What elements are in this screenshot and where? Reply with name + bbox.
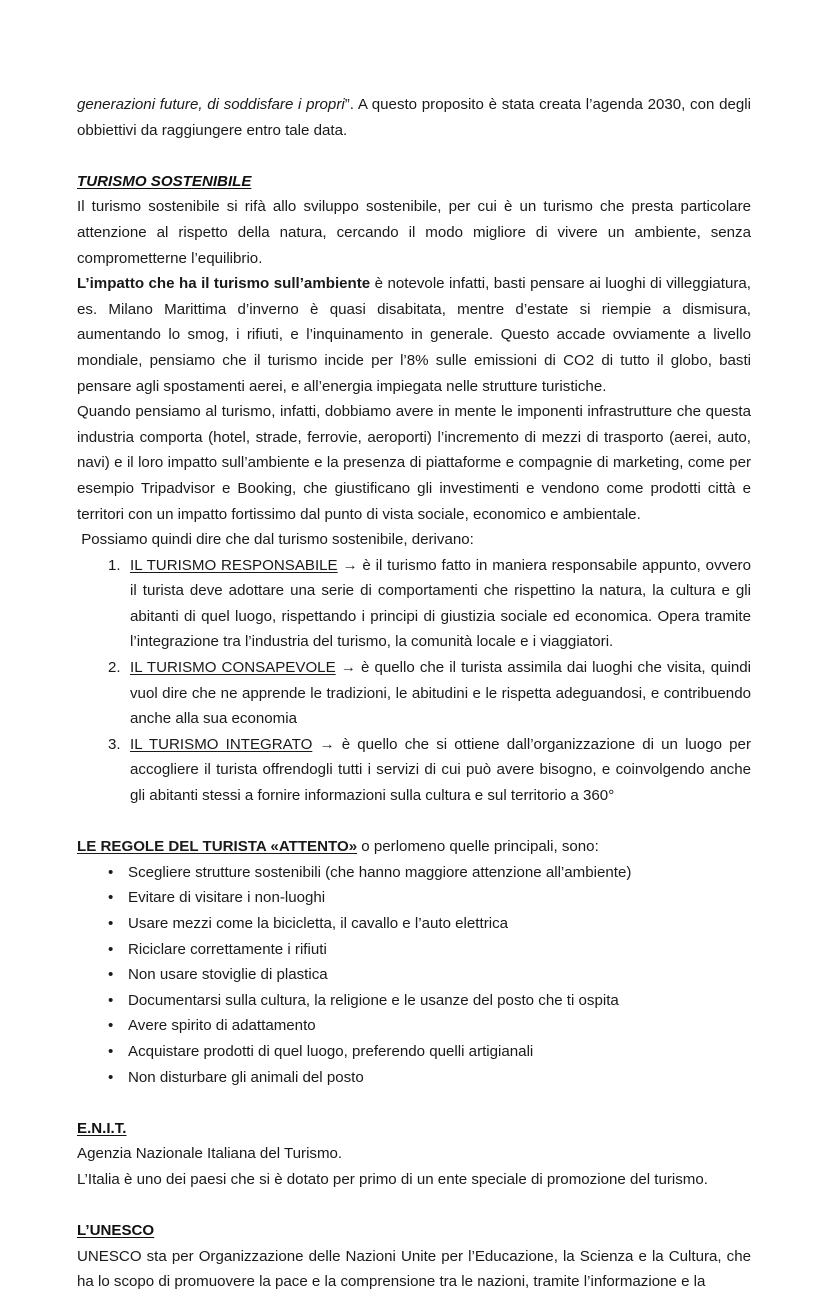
spacer xyxy=(77,809,751,835)
enit-line-2: L’Italia è uno dei paesi che si è dotato per primo di un ente speciale di promozione del turismo. xyxy=(77,1170,708,1188)
paragraph-infrastrutture: Quando pensiamo al turismo, infatti, dobbiamo avere in mente le imponenti infrastrutture che questa industria comporta (hotel, strade, ferrovie, aeroporti) l’incremento di mezzi di trasporto (aerei, auto, navi) e il loro impatto sull’ambiente e la presenza di piattaforme e compagnie di marketing, come per esempio Tripadvisor e Booking, che giustificano gli investimenti e vendono come prodotti città e territori con un impatto fortissimo dal punto di vista sociale, economico e ambientale. xyxy=(77,403,751,523)
list-text: è il turismo fatto in maniera responsabile appunto, ovvero il turista deve adottare una serie di comportamenti che rispettino la natura, la cultura e gli abitanti di quel luogo, rispettando i principi di giustizia sociale ed economica. Opera tramite l’integrazione tra l’industria del turismo, la comunità locale e i viaggiatori. xyxy=(130,556,751,651)
bullet-icon: • xyxy=(108,940,114,958)
list-marker: 2. xyxy=(108,659,121,677)
bullet-icon: • xyxy=(108,966,114,984)
spacer xyxy=(77,1193,751,1219)
bullet-text: Non usare stoviglie di plastica xyxy=(128,966,328,984)
list-text: è quello che si ottiene dall’organizzazione di un luogo per accogliere il turista offrendogli tutti i servizi di cui può avere bisogno, e coinvolgendo anche gli abitanti stessi a fornire informazioni sulla cultura e sul territorio a 360° xyxy=(130,735,751,805)
bullet-icon: • xyxy=(108,1017,114,1035)
bullet-icon: • xyxy=(108,915,114,932)
intro-paragraph xyxy=(77,92,751,143)
list-term: IL TURISMO INTEGRATO xyxy=(130,735,313,753)
list-item xyxy=(77,937,751,963)
heading-unesco: L’UNESCO xyxy=(77,1222,155,1240)
heading-regole-turista xyxy=(77,834,751,860)
bullet-icon: • xyxy=(108,863,114,881)
bullet-icon: • xyxy=(108,1042,114,1060)
bullet-text: Scegliere strutture sostenibili (che hanno maggiore attenzione all’ambiente) xyxy=(128,863,632,881)
arrow-icon: → xyxy=(342,556,358,574)
heading-enit: E.N.I.T. xyxy=(77,1119,127,1137)
intro-italic-lead: generazioni future, di soddisfare i propri xyxy=(77,96,345,113)
intro-rest: ”. A questo proposito è stata creata l’agenda 2030, con degli obbiettivi da raggiungere entro tale data. xyxy=(77,96,751,139)
bullet-text: Riciclare correttamente i rifiuti xyxy=(128,940,327,958)
list-item xyxy=(77,1039,751,1065)
regole-heading-text: LE REGOLE DEL TURISTA «ATTENTO» xyxy=(77,838,358,856)
bullet-text: Usare mezzi come la bicicletta, il cavallo e l’auto elettrica xyxy=(128,915,509,932)
arrow-icon: → xyxy=(319,735,335,753)
spacer xyxy=(77,1090,751,1116)
heading-turismo-sostenibile: TURISMO SOSTENIBILE xyxy=(77,172,252,190)
bullet-icon: • xyxy=(108,889,114,907)
spacer xyxy=(77,143,751,169)
paragraph-definizione: Il turismo sostenibile si rifà allo sviluppo sostenibile, per cui è un turismo che presta particolare attenzione al rispetto della natura, cercando il modo migliore di vivere un ambiente, senza comprometterne l’equilibrio. xyxy=(77,198,751,267)
list-term: IL TURISMO RESPONSABILE xyxy=(130,556,338,574)
arrow-icon: → xyxy=(340,659,356,677)
bullet-icon: • xyxy=(108,991,114,1009)
list-item xyxy=(77,860,751,886)
list-item xyxy=(77,732,751,809)
paragraph-impatto xyxy=(77,271,751,399)
list-item xyxy=(77,885,751,911)
impatto-bold-lead: L’impatto che ha il turismo sull’ambiente xyxy=(77,275,371,293)
list-item xyxy=(77,988,751,1014)
list-item xyxy=(77,962,751,988)
list-marker: 1. xyxy=(108,556,121,574)
paragraph-possiamo-quindi: Possiamo quindi dire che dal turismo sostenibile, derivano: xyxy=(77,531,474,549)
list-text: è quello che il turista assimila dai luoghi che visita, quindi vuol dire che ne apprende le tradizioni, le abitudini e le rispetta adeguandosi, e contribuendo anche alla sua economia xyxy=(130,659,751,728)
bullet-text: Non disturbare gli animali del posto xyxy=(128,1068,364,1086)
list-item xyxy=(77,911,751,937)
document-content xyxy=(77,92,751,1295)
bullet-icon: • xyxy=(108,1068,114,1086)
impatto-rest: è notevole infatti, basti pensare ai luoghi di villeggiatura, es. Milano Marittima d’inverno è quasi disabitata, mentre d’estate si riempie a dismisura, aumentando lo smog, i rifiuti, e l’inquinamento in generale. Questo accade ovviamente a livello mondiale, pensiamo che il turismo incide per l’8% sulle emissioni di CO2 di tutto il globo, basti pensare agli spostamenti aerei, e all’energia impiegata nelle strutture turistiche. xyxy=(77,275,751,395)
bullet-text: Evitare di visitare i non-luoghi xyxy=(128,889,326,907)
numbered-list xyxy=(77,553,751,809)
list-item xyxy=(77,655,751,732)
list-term: IL TURISMO CONSAPEVOLE xyxy=(130,659,336,677)
list-item xyxy=(77,1065,751,1091)
regole-heading-tail: o perlomeno quelle principali, sono: xyxy=(357,838,599,856)
list-item xyxy=(77,1013,751,1039)
bullet-text: Avere spirito di adattamento xyxy=(128,1017,316,1035)
rules-bullet-list xyxy=(77,860,751,1090)
enit-line-1: Agenzia Nazionale Italiana del Turismo. xyxy=(77,1145,343,1163)
list-marker: 3. xyxy=(108,735,121,753)
bullet-text: Acquistare prodotti di quel luogo, preferendo quelli artigianali xyxy=(128,1042,534,1060)
unesco-paragraph: UNESCO sta per Organizzazione delle Nazioni Unite per l’Educazione, la Scienza e la Cultura, che ha lo scopo di promuovere la pace e la comprensione tra le nazioni, tramite l’informazione e la xyxy=(77,1247,751,1291)
list-item xyxy=(77,553,751,655)
bullet-text: Documentarsi sulla cultura, la religione e le usanze del posto che ti ospita xyxy=(128,991,619,1009)
